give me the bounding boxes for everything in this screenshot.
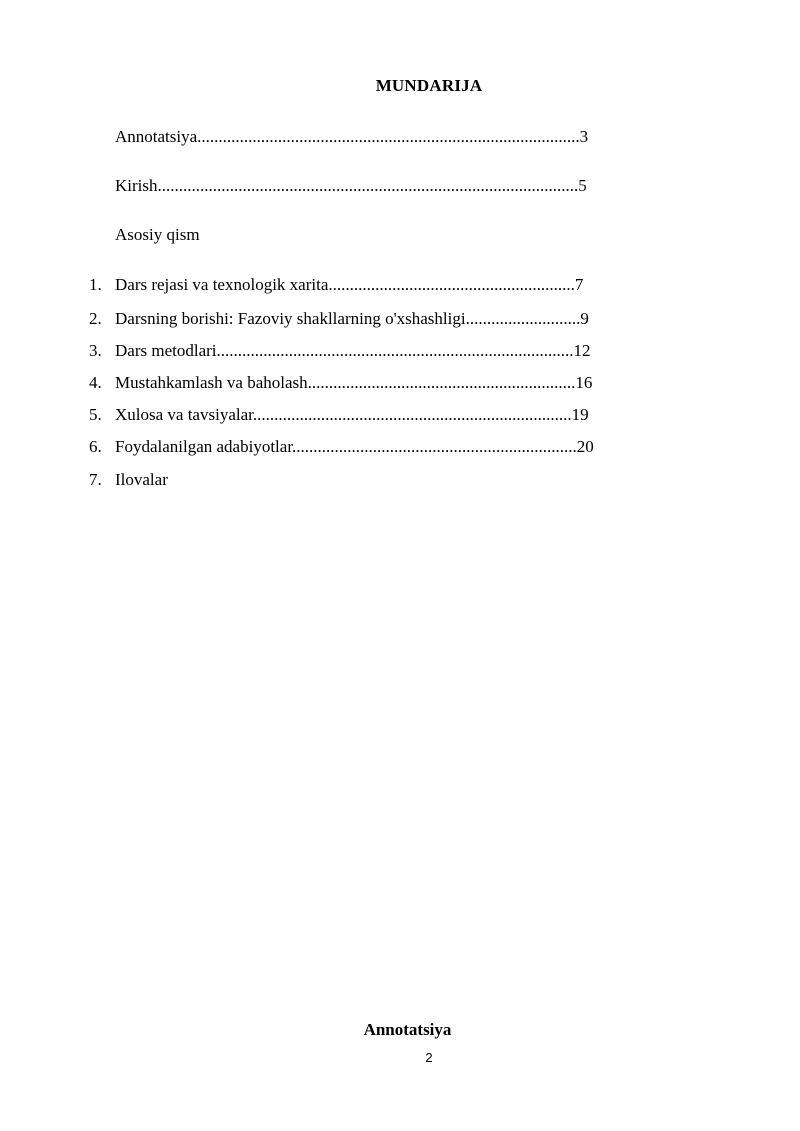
- toc-item-number: 2.: [89, 309, 102, 328]
- toc-item-number: 4.: [89, 373, 102, 392]
- toc-item-text: Dars rejasi va texnologik xarita..........................................................7: [115, 275, 584, 294]
- toc-entry-annotatsiya: Annotatsiya..........................................................................................3: [115, 127, 589, 146]
- toc-item-number: 3.: [89, 341, 102, 360]
- toc-section-asosiy-qism: Asosiy qism: [115, 225, 200, 244]
- toc-entry-kirish: Kirish...................................................................................................5: [115, 176, 587, 195]
- toc-item-text: Xulosa va tavsiyalar...........................................................................19: [115, 405, 589, 424]
- page-number: 2: [425, 1050, 433, 1065]
- toc-item-number: 6.: [89, 437, 102, 456]
- toc-item-text: Foydalanilgan adabiyotlar...................................................................20: [115, 437, 594, 456]
- toc-item-number: 5.: [89, 405, 102, 424]
- toc-item-number: 7.: [89, 470, 102, 489]
- toc-item-text: Mustahkamlash va baholash...............................................................16: [115, 373, 593, 392]
- toc-item-text: Dars metodlari....................................................................................12: [115, 341, 591, 360]
- next-section-heading: Annotatsiya: [363, 1020, 452, 1039]
- toc-title: MUNDARIJA: [375, 76, 483, 95]
- toc-item-text: Darsning borishi: Fazoviy shakllarning o'xshashligi...........................9: [115, 309, 589, 328]
- toc-item-text: Ilovalar: [115, 470, 168, 489]
- toc-item-number: 1.: [89, 275, 102, 294]
